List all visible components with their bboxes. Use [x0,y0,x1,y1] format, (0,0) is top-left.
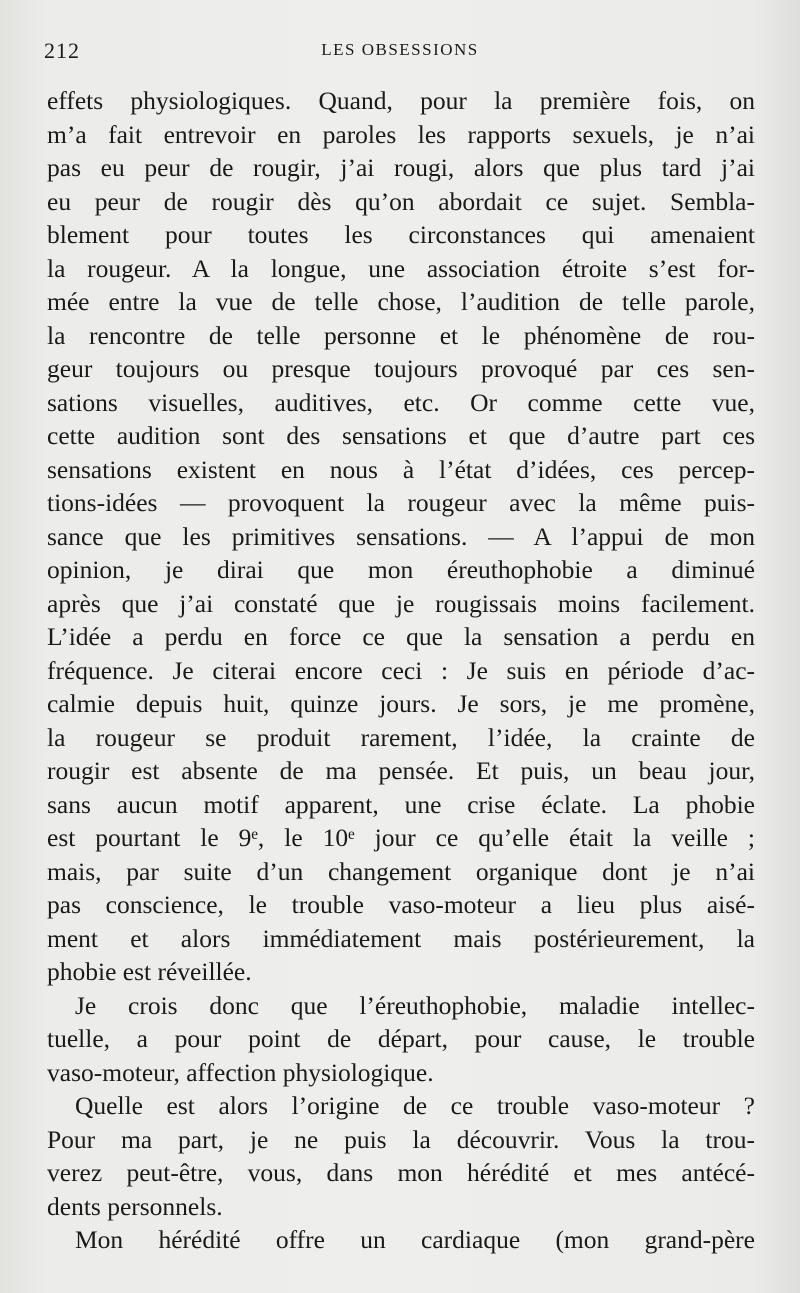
text-line: tuelle, a pour point de départ, pour cause, le trouble [47,1024,755,1053]
text-line: verez peut-être, vous, dans mon hérédité et mes antécé- [47,1158,755,1187]
text-line: pas eu peur de rougir, j’ai rougi, alors que plus tard j’ai [47,153,755,182]
text-line: sans aucun motif apparent, une crise éclate. La phobie [47,789,755,819]
text-line: geur toujours ou presque toujours provoqué par ces sen- [47,354,755,383]
text-line: la rencontre de telle personne et le phénomène de rou- [47,320,755,350]
text-line: pas conscience, le trouble vaso-moteur a lieu plus aisé- [47,890,755,919]
text-line: cette audition sont des sensations et que d’autre part ces [47,421,755,450]
text-line: la rougeur. A la longue, une association étroite s’est for- [47,253,755,283]
text-line: vaso-moteur, affection physiologique. [47,1057,434,1087]
text-line: Je crois donc que l’éreuthophobie, maladie intellec- [75,990,755,1020]
text-line: mée entre la vue de telle chose, l’audition de telle parole, [47,287,755,316]
text-line: dents personnels. [47,1191,223,1221]
text-line: m’a fait entrevoir en paroles les rapports sexuels, je n’ai [47,119,755,149]
text-line: calmie depuis huit, quinze jours. Je sors, je me promène, [47,689,755,718]
text-line: Mon hérédité offre un cardiaque (mon grand-père [75,1225,755,1254]
text-line: Quelle est alors l’origine de ce trouble vaso-moteur ? [75,1091,755,1120]
text-line: opinion, je dirai que mon éreuthophobie a diminué [47,555,755,584]
text-line: rougir est absente de ma pensée. Et puis, un beau jour, [47,756,755,785]
text-line: mais, par suite d’un changement organique dont je n’ai [47,856,755,886]
text-line: tions-idées — provoquent la rougeur avec la même puis- [47,488,755,517]
text-line: effets physiologiques. Quand, pour la première fois, on [47,86,755,115]
text-line: phobie est réveillée. [47,957,252,986]
text-line: sations visuelles, auditives, etc. Or comme cette vue, [47,387,755,417]
text-line: après que j’ai constaté que je rougissais moins facilement. [47,588,755,618]
text-line: sensations existent en nous à l’état d’idées, ces percep- [47,454,755,484]
text-line: eu peur de rougir dès qu’on abordait ce sujet. Sembla- [47,186,755,216]
text-line: L’idée a perdu en force ce que la sensation a perdu en [47,622,755,651]
page-header [44,38,756,68]
text-line: blement pour toutes les circonstances qui amenaient [47,220,755,249]
text-line: sance que les primitives sensations. — A l’appui de mon [47,521,755,551]
text-line: ment et alors immédiatement mais postérieurement, la [47,923,755,953]
text-line: la rougeur se produit rarement, l’idée, la crainte de [47,722,755,752]
text-line: est pourtant le 9ᵉ, le 10ᵉ jour ce qu’elle était la veille ; [47,823,755,852]
text-line: Pour ma part, je ne puis la découvrir. Vous la trou- [47,1124,755,1154]
body-text [47,84,755,1257]
text-line: fréquence. Je citerai encore ceci : Je suis en période d’ac- [47,655,755,685]
running-head: LES OBSESSIONS [321,40,479,59]
page-number: 212 [44,38,80,63]
